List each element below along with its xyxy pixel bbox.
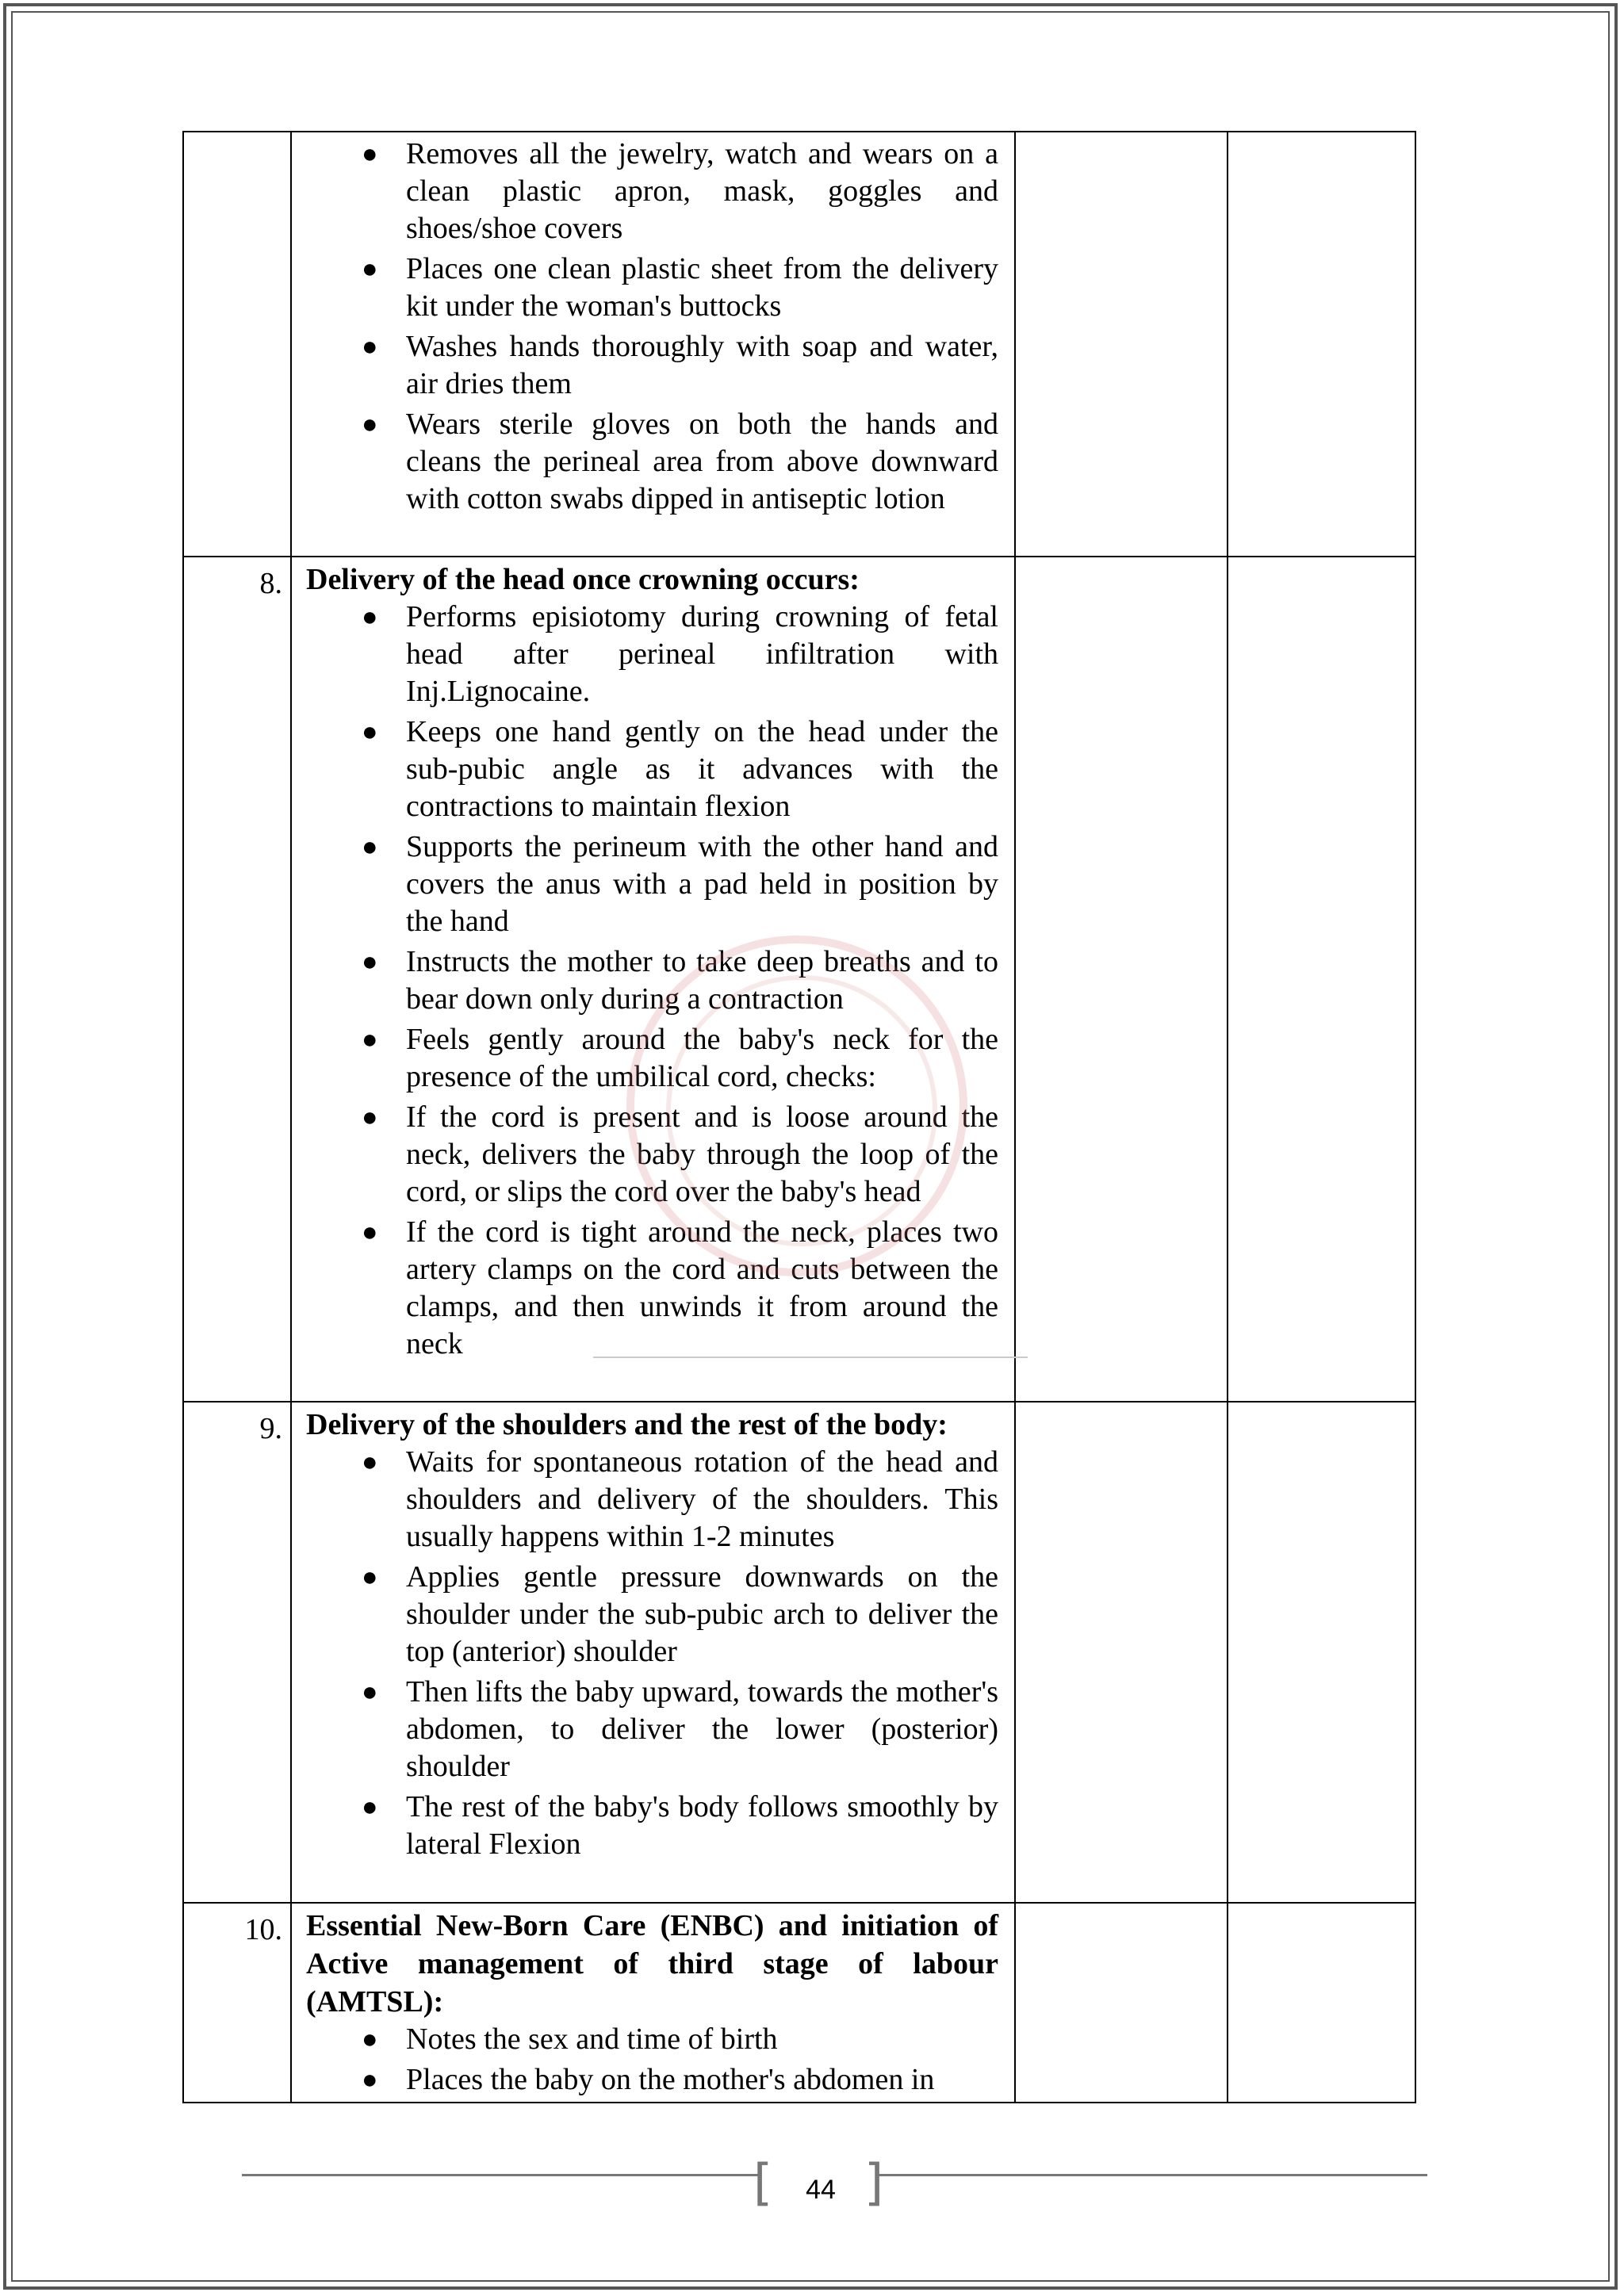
step-number-cell: 8. bbox=[183, 557, 291, 1402]
bullet-icon: ● bbox=[362, 1563, 378, 1592]
bullet-icon: ● bbox=[362, 1025, 378, 1054]
remarks-cell[interactable] bbox=[1228, 132, 1415, 557]
step-heading: Essential New-Born Care (ENBC) and initiation of Active management of third stage of labour (AMTSL): bbox=[306, 1909, 998, 2019]
table-row bbox=[183, 557, 1415, 1402]
table-row bbox=[183, 1903, 1415, 2103]
bullet-icon: ● bbox=[362, 947, 378, 977]
page-number-bracket-right: ] bbox=[864, 2153, 884, 2211]
list-item bbox=[306, 828, 998, 940]
list-item bbox=[306, 251, 998, 325]
list-item bbox=[306, 406, 998, 518]
list-item bbox=[306, 2061, 998, 2099]
list-item bbox=[306, 1674, 998, 1785]
list-item-text: Performs episiotomy during crowning of fetal head after perineal infiltration with Inj.Lignocaine. bbox=[406, 600, 998, 708]
step-number-cell: 9. bbox=[183, 1402, 291, 1903]
step-description-cell bbox=[291, 1402, 1015, 1903]
list-item-text: Wears sterile gloves on both the hands and cleans the perineal area from above downward with cotton swabs dipped in antiseptic lotion bbox=[406, 408, 998, 515]
remarks-cell[interactable] bbox=[1228, 557, 1415, 1402]
list-item bbox=[306, 2021, 998, 2058]
step-description-cell bbox=[291, 132, 1015, 557]
watermark-edge-line bbox=[593, 1357, 1028, 1358]
list-item-text: Places one clean plastic sheet from the delivery kit under the woman's buttocks bbox=[406, 252, 998, 323]
list-item bbox=[306, 714, 998, 825]
bullet-icon: ● bbox=[362, 1678, 378, 1707]
bullet-icon: ● bbox=[362, 603, 378, 632]
bullet-icon: ● bbox=[362, 140, 378, 169]
step-list bbox=[306, 2021, 998, 2099]
list-item bbox=[306, 1214, 998, 1363]
list-item-text: If the cord is present and is loose around the neck, delivers the baby through the loop of the cord, or slips the cord over the baby's head bbox=[406, 1100, 998, 1208]
step-number-cell: 10. bbox=[183, 1903, 291, 2103]
list-item bbox=[306, 1021, 998, 1096]
list-item-text: Notes the sex and time of birth bbox=[406, 2022, 778, 2056]
list-item-text: Places the baby on the mother's abdomen in bbox=[406, 2063, 935, 2096]
page-number-bracket-left: [ bbox=[753, 2153, 773, 2211]
list-item-text: Waits for spontaneous rotation of the head and shoulders and delivery of the shoulders. This usually happens within 1-2 minutes bbox=[406, 1445, 998, 1553]
step-heading: Delivery of the head once crowning occurs: bbox=[306, 563, 860, 596]
step-description-cell bbox=[291, 1903, 1015, 2103]
list-item bbox=[306, 1789, 998, 1863]
rating-cell[interactable] bbox=[1015, 132, 1228, 557]
bullet-icon: ● bbox=[362, 1218, 378, 1247]
bullet-icon: ● bbox=[362, 1448, 378, 1477]
step-heading: Delivery of the shoulders and the rest of the body: bbox=[306, 1408, 948, 1441]
bullet-icon: ● bbox=[362, 410, 378, 439]
step-list bbox=[306, 136, 998, 518]
remarks-cell[interactable] bbox=[1228, 1402, 1415, 1903]
list-item-text: If the cord is tight around the neck, places two artery clamps on the cord and cuts between the clamps, and then unwinds it from around the neck bbox=[406, 1215, 998, 1360]
rating-cell[interactable] bbox=[1015, 1903, 1228, 2103]
list-item-text: Feels gently around the baby's neck for the presence of the umbilical cord, checks: bbox=[406, 1023, 998, 1093]
list-item-text: Keeps one hand gently on the head under the sub-pubic angle as it advances with the contractions to maintain flexion bbox=[406, 715, 998, 823]
list-item-text: Instructs the mother to take deep breaths and to bear down only during a contraction bbox=[406, 945, 998, 1016]
bullet-icon: ● bbox=[362, 1793, 378, 1822]
footer-line-left bbox=[242, 2174, 761, 2176]
rating-cell[interactable] bbox=[1015, 1402, 1228, 1903]
footer-line-right bbox=[876, 2174, 1427, 2176]
list-item-text: Washes hands thoroughly with soap and water, air dries them bbox=[406, 330, 998, 400]
procedure-checklist-table bbox=[182, 131, 1416, 2103]
list-item-text: Applies gentle pressure downwards on the shoulder under the sub-pubic arch to deliver the top (anterior) shoulder bbox=[406, 1560, 998, 1668]
step-list bbox=[306, 1444, 998, 1863]
bullet-icon: ● bbox=[362, 1103, 378, 1132]
bullet-icon: ● bbox=[362, 332, 378, 362]
list-item bbox=[306, 1444, 998, 1556]
table-row bbox=[183, 132, 1415, 557]
list-item bbox=[306, 136, 998, 247]
list-item bbox=[306, 1559, 998, 1670]
list-item bbox=[306, 328, 998, 403]
list-item bbox=[306, 943, 998, 1018]
bullet-icon: ● bbox=[362, 2065, 378, 2095]
step-list bbox=[306, 599, 998, 1363]
bullet-icon: ● bbox=[362, 832, 378, 862]
list-item-text: Supports the perineum with the other hand and covers the anus with a pad held in position by the hand bbox=[406, 830, 998, 938]
table-row bbox=[183, 1402, 1415, 1903]
step-number-cell bbox=[183, 132, 291, 557]
step-description-cell bbox=[291, 557, 1015, 1402]
rating-cell[interactable] bbox=[1015, 557, 1228, 1402]
list-item-text: Removes all the jewelry, watch and wears on a clean plastic apron, mask, goggles and shoes/shoe covers bbox=[406, 137, 998, 245]
page-number: 44 bbox=[806, 2175, 836, 2205]
list-item bbox=[306, 1099, 998, 1211]
bullet-icon: ● bbox=[362, 2025, 378, 2054]
remarks-cell[interactable] bbox=[1228, 1903, 1415, 2103]
bullet-icon: ● bbox=[362, 254, 378, 284]
bullet-icon: ● bbox=[362, 718, 378, 747]
list-item bbox=[306, 599, 998, 710]
list-item-text: Then lifts the baby upward, towards the mother's abdomen, to deliver the lower (posterior) shoulder bbox=[406, 1675, 998, 1783]
list-item-text: The rest of the baby's body follows smoothly by lateral Flexion bbox=[406, 1790, 998, 1861]
